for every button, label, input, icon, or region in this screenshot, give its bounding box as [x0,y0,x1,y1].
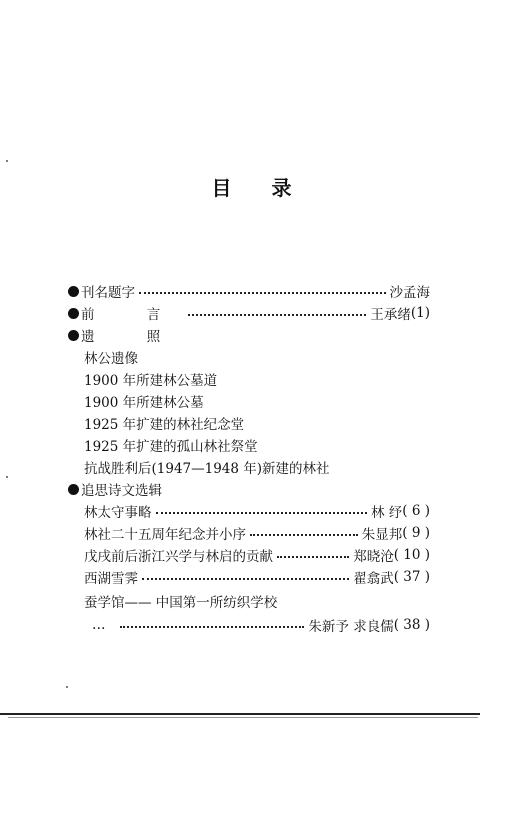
toc-entry-photo[interactable] [84,368,430,390]
dot-leader [188,314,366,316]
dot-leader [142,578,349,580]
scan-speck [66,686,68,688]
entry-title: 林公遗像 [84,351,138,367]
title-char-2: 录 [271,176,294,200]
toc-entry-photo[interactable] [84,456,430,478]
toc-section-memorial-writings[interactable] [68,478,430,500]
entry-ellipsis: … [92,617,106,633]
toc-entry-photo[interactable] [84,390,430,412]
bullet-icon [68,330,79,341]
toc-entry-article[interactable] [84,500,430,522]
page-title [0,172,505,201]
toc-entry-article[interactable] [84,566,430,588]
dot-leader [120,626,305,628]
entry-author: 朱新予 求良儒 [308,619,394,635]
section-title: 遗 照 [81,329,185,345]
entry-title: 抗战胜利后(1947—1948 年)新建的林社 [84,461,330,477]
entry-author: 翟翕武 [353,571,394,587]
section-title: 追思诗文选辑 [81,483,162,499]
entry-page: ( 38 ) [393,617,430,633]
scan-speck [6,160,8,162]
entry-title: 刊名题字 [81,285,135,301]
toc-section-photos[interactable] [68,324,430,346]
entry-page: ( 6 ) [402,503,430,519]
entry-title: 前 言 [81,307,185,323]
entry-title: 蚕学馆—— 中国第一所纺织学校 [84,595,278,611]
entry-author: 郑晓沧 [353,549,394,565]
dot-leader [250,534,358,536]
toc-entry-article[interactable] [84,590,430,612]
entry-title: 1900 年所建林公墓 [84,395,204,411]
entry-title: 戊戌前后浙江兴学与林启的贡献 [84,549,273,565]
entry-author: 沙孟海 [389,285,430,301]
toc-entry-photo[interactable] [84,412,430,434]
title-char-1: 目 [211,176,234,200]
entry-title: 1900 年所建林公墓道 [84,373,218,389]
entry-title: 西湖雪霁 [84,571,138,587]
toc-entry-photo[interactable] [84,346,430,368]
scan-speck [6,476,8,478]
dot-leader [139,292,386,294]
entry-page: (1) [410,305,430,321]
entry-author: 朱显邦 [361,527,403,543]
bullet-icon [68,308,79,319]
entry-author: 林 纾 [370,505,403,521]
entry-page: ( 37 ) [393,569,430,585]
entry-title: 1925 年扩建的林社纪念堂 [84,417,245,433]
dot-leader [277,556,349,558]
entry-page: ( 9 ) [402,525,430,541]
toc-entry-preface[interactable] [68,302,430,324]
entry-page: ( 10 ) [393,547,430,563]
entry-title: 林社二十五周年纪念并小序 [84,527,246,543]
page-bottom-rule [0,713,480,715]
entry-title: 林太守事略 [84,505,152,521]
page-bottom-rule-faint [8,717,478,718]
bullet-icon [68,286,79,297]
toc-entry-article[interactable] [84,544,430,566]
bullet-icon [68,484,79,495]
entry-author: 王承绪 [370,307,411,323]
toc-entry-article[interactable] [84,522,430,544]
toc-entry-inscription[interactable] [68,280,430,302]
entry-title: 1925 年扩建的孤山林社祭堂 [84,439,258,455]
toc-entry-article-continued[interactable] [84,614,430,636]
dot-leader [156,512,367,514]
toc-entry-photo[interactable] [84,434,430,456]
